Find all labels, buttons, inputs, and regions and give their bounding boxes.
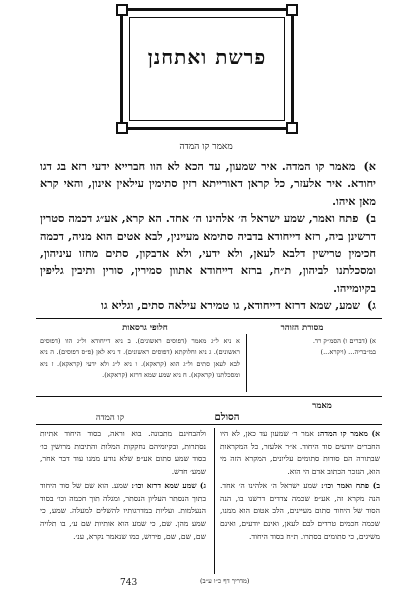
sulam-text: ולהבחינם מתבונה. בוא וראה, בסוד היחוד אתיות נסתרות, ובקיומיהם נחקקות המלות והתיבות מרושין כו׳ בסוד שמע סתום אע״פ שלא נודע ממנו עוד דבר אחר, שמע׳ חדש. (40, 429, 206, 477)
chilufei-girsaot-text: א ניא ל״ג מאמר (דפוסים ראשונים). ב ניא דייחודא ול״ג הוו (דפוסים ראשונים). ג ניא וחלוקתא (דפוסים ראשונים). ד ניא לאן (פ״ס דפוסים). ה ניא לבא לעאן סתים ול״ג הוא (קראקא). ו ניא ל״ג ולא ידעי (קראקא). ז ניא ומסכלתנו (קראקא). ח ניא שמע שמא דרזא (קראקא). (40, 337, 240, 380)
paragraph-text: שמע, שמא דרזא דייחודא, גו טמירא עילאה סתים, וגליא גו (101, 298, 361, 313)
main-paragraph (40, 158, 376, 210)
title-frame (120, 8, 294, 130)
footnote-reference: (מדריך דף כ״ו ע״ב) (200, 577, 250, 585)
sulam-lead: ב) פתח ואמר וכו׳: (320, 480, 380, 490)
frame-ornament-corner (286, 122, 298, 134)
paragraph-marker: ב) (365, 211, 376, 226)
paragraph-marker: א) (363, 159, 376, 173)
kav-hamida-running-head: קו המדה (95, 413, 125, 423)
sulam-text: שמע ישראל ה׳ אלהינו ה׳ אחד. הנה מקרא זה, אע״פ שכמה צדדים דרשנו בו, הנה הסוד של היחוד סתום מעיינים, הלב אטום הוא ממנו, שכמה חכמים טרדים לבם לעאן, ואינם יודעים, ואינם משיגים, כי סתומים בסתרו. ת״ח בסוד היחוד. (220, 480, 380, 541)
masoret-hazohar-text: א) (דברים ו) הסמ״ק רד. במ״בריה... (ויקרא...) (312, 337, 376, 357)
paragraph-text: פתח ואמר, שמע ישראל ה׳ אלהינו ה׳ אחד. הא קרא, אע״ג דכמה סטרין דרשינן ביה, רזא דייחודא בדביה סתימא מעיינין, לבא אטים הוא מניה, דכמה חכימין טרישין דלבא לעאן, ולא ידעי, ולא אדבקון, סתים מחזו עיניהון, ומסכלתנו לביהון, ת״ח, ברזא דייחודא אתוון סמירין, סורין ותיבין גליפין בקיומייהו. (40, 211, 376, 295)
masoret-hazohar-heading: מסורת הזוהר (280, 323, 324, 333)
main-zohar-text (40, 158, 376, 315)
page-number: 743 (120, 578, 138, 588)
sulam-text: אמר ר׳ שמעון עד כאן, לא היו החברים יודעים סוד היחוד. א״ר אלעזר, כל המקראות שבתורה הם סודות סתומים עליונים, המקרא הזה מי הוא, הנזכר הכתוב אדם הי הוא. (220, 429, 380, 477)
sulam-left-column (40, 428, 206, 544)
sulam-label-maamar: מאמר (312, 401, 332, 411)
parasha-title: פרשת ואתחנן (147, 45, 267, 69)
column-divider (214, 428, 215, 574)
frame-ornament-corner (116, 4, 128, 16)
paragraph-text: מאמר קו המדה. איר שמעון, עד הכא לא הוו חברייא ידעי רזא בג דגו יחודא. איר אלעזר, כל קראן דאורייתא רזין סתימין עילאין אינון, והאי קרא מאן איהו. (40, 159, 376, 208)
hasulam-heading: הסולם (214, 412, 240, 423)
sulam-lead: א) מאמר קו המדה: (317, 429, 380, 438)
sulam-paragraph (40, 480, 206, 544)
sulam-paragraph (40, 428, 206, 479)
sulam-paragraph (220, 428, 380, 479)
chilufei-girsaot-heading: חלופי גרסאות (122, 323, 168, 333)
frame-ornament-corner (286, 4, 298, 16)
commentary-head-rule (36, 424, 382, 425)
frame-ornament-corner (116, 122, 128, 134)
section-divider (36, 318, 382, 319)
sulam-paragraph (220, 480, 380, 544)
sulam-right-column (220, 428, 380, 544)
section-divider (36, 396, 382, 397)
paragraph-marker: ג) (367, 298, 376, 313)
main-paragraph (40, 297, 376, 314)
sulam-lead: ג) שמע שמא דרזא וכו׳: (131, 480, 206, 490)
sulam-text: שמע. הוא שם של סוד היחוד בתוך הנסתר העליון הנסתר, ומגלה תוך חכמה וכו׳ בסוד הנעלמות. ועליות במדרגותיו להשלים למעלה. שמע, כי שמע מהן. שם, כי שמע הוא אותיות שם ע׳, בו תלויה שם, שם, שם, פירוש, כמו שנאמר נקרא, ענ׳. (40, 480, 206, 541)
main-paragraph (40, 210, 376, 297)
main-section-heading: מאמר קו המדה (179, 142, 233, 152)
